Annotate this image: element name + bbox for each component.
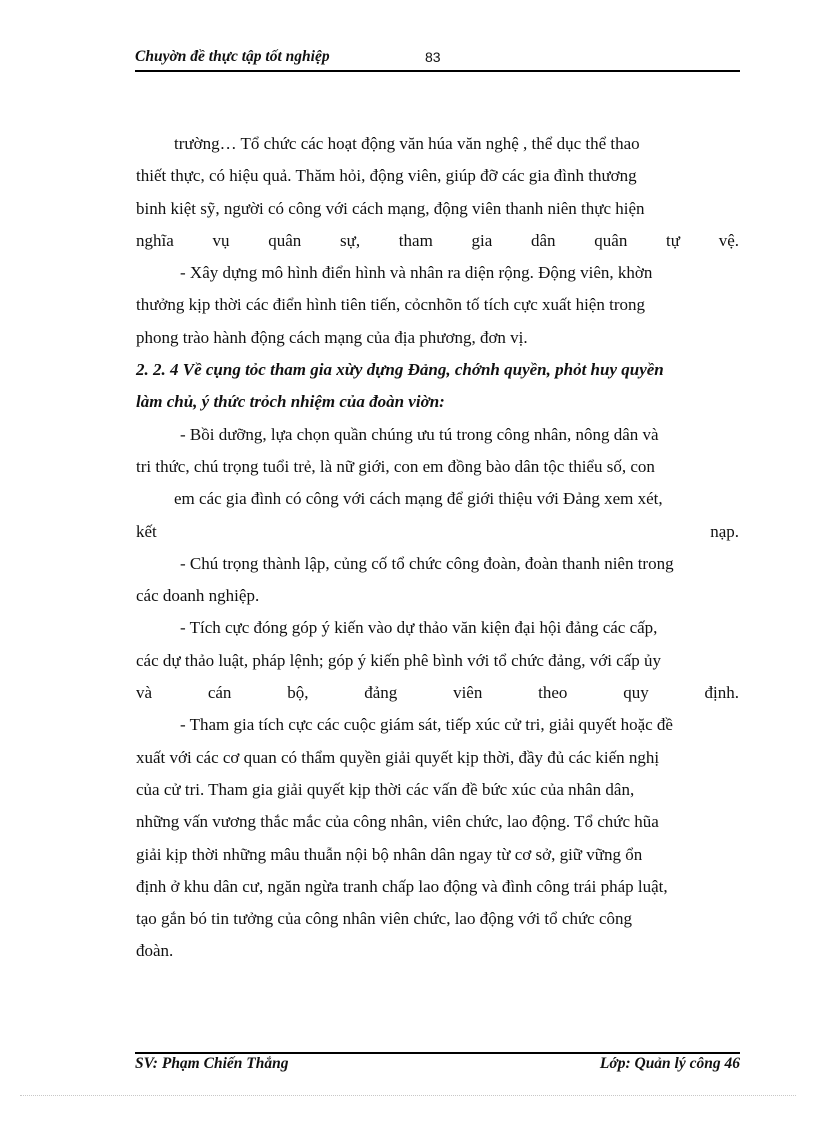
- section-heading: 2. 2. 4 Về cụng tỏc tham gia xừy dựng Đảng, chớnh quyền, phỏt huy quyền: [136, 360, 664, 380]
- text-line: - Tích cực đóng góp ý kiến vào dự thảo văn kiện đại hội đảng các cấp,: [180, 618, 658, 638]
- text-line: thưởng kịp thời các điển hình tiên tiến, cỏcnhõn tố tích cực xuất hiện trong: [136, 295, 645, 315]
- text-line: các doanh nghiệp.: [136, 586, 260, 606]
- word: quy: [623, 683, 649, 703]
- word: quân: [594, 230, 628, 250]
- page-border-dots: [20, 1095, 796, 1096]
- text-line: - Xây dựng mô hình điển hình và nhân ra diện rộng. Động viên, khờn: [180, 263, 653, 283]
- word: sự,: [339, 230, 361, 250]
- word: cán: [207, 683, 232, 703]
- text-line: tạo gắn bó tin tưởng của công nhân viên chức, lao động với tổ chức công: [136, 909, 632, 929]
- text-line: binh kiệt sỹ, người có công với cách mạng, động viên thanh niên thực hiện: [136, 198, 645, 218]
- word: vệ.: [718, 230, 739, 250]
- footer-rule: [135, 1052, 740, 1054]
- word: kết: [136, 521, 157, 541]
- text-line: giải kịp thời những mâu thuẫn nội bộ nhân dân ngay từ cơ sở, giữ vững ổn: [136, 844, 643, 864]
- word: quân: [268, 230, 302, 250]
- page-footer: [135, 1055, 740, 1077]
- text-line: em các gia đình có công với cách mạng để giới thiệu với Đảng xem xét,: [174, 489, 663, 509]
- word: bộ,: [287, 683, 309, 703]
- word: vụ: [212, 230, 230, 250]
- word: đảng: [364, 683, 398, 703]
- word: viên: [453, 683, 483, 703]
- text-line: đoàn.: [136, 941, 174, 961]
- text-line: của cử tri. Tham gia giải quyết kịp thời các vấn đề bức xúc của nhân dân,: [136, 779, 635, 799]
- text-line: - Tham gia tích cực các cuộc giám sát, tiếp xúc cử tri, giải quyết hoặc đề: [180, 715, 673, 735]
- text-line: định ở khu dân cư, ngăn ngừa tranh chấp lao động và đình công trái pháp luật,: [136, 876, 668, 896]
- word: nghĩa: [136, 230, 174, 250]
- class-name: Lớp: Quản lý công 46: [599, 1055, 740, 1072]
- word: và: [136, 683, 153, 703]
- justified-line: [136, 516, 739, 548]
- text-line: thiết thực, có hiệu quả. Thăm hỏi, động viên, giúp đỡ các gia đình thương: [136, 166, 637, 186]
- word: tham: [398, 230, 433, 250]
- word: gia: [471, 230, 493, 250]
- word: tự: [666, 230, 680, 250]
- justified-line: [136, 677, 739, 709]
- text-line: tri thức, chú trọng tuổi trẻ, là nữ giới, con em đồng bào dân tộc thiểu số, con: [136, 456, 655, 476]
- justified-line: [136, 225, 739, 257]
- text-line: trường… Tổ chức các hoạt động văn húa văn nghệ , thể dục thể thao: [174, 134, 640, 153]
- text-line: các dự thảo luật, pháp lệnh; góp ý kiến phê bình với tổ chức đảng, với cấp ủy: [136, 650, 662, 670]
- page-number: 83: [425, 49, 441, 65]
- section-heading: làm chủ, ý thức trỏch nhiệm của đoàn viờn:: [136, 392, 445, 412]
- header-rule: [135, 70, 740, 72]
- document-title: Chuyờn đề thực tập tốt nghiệp: [135, 48, 330, 65]
- text-line: những vấn vương thắc mắc của công nhân, viên chức, lao động. Tổ chức hũa: [136, 812, 659, 832]
- word: định.: [704, 683, 739, 703]
- student-name: SV: Phạm Chiến Thắng: [135, 1055, 289, 1072]
- page-header: [135, 48, 740, 70]
- document-body: [136, 128, 739, 968]
- word: nạp.: [710, 521, 739, 541]
- word: theo: [538, 683, 568, 703]
- word: dân: [531, 230, 556, 250]
- text-line: xuất với các cơ quan có thẩm quyền giải quyết kịp thời, đầy đủ các kiến nghị: [136, 747, 660, 767]
- text-line: - Bồi dưỡng, lựa chọn quần chúng ưu tú trong công nhân, nông dân và: [180, 424, 659, 444]
- text-line: phong trào hành động cách mạng của địa phương, đơn vị.: [136, 327, 528, 347]
- text-line: - Chú trọng thành lập, củng cố tổ chức công đoàn, đoàn thanh niên trong: [180, 553, 674, 573]
